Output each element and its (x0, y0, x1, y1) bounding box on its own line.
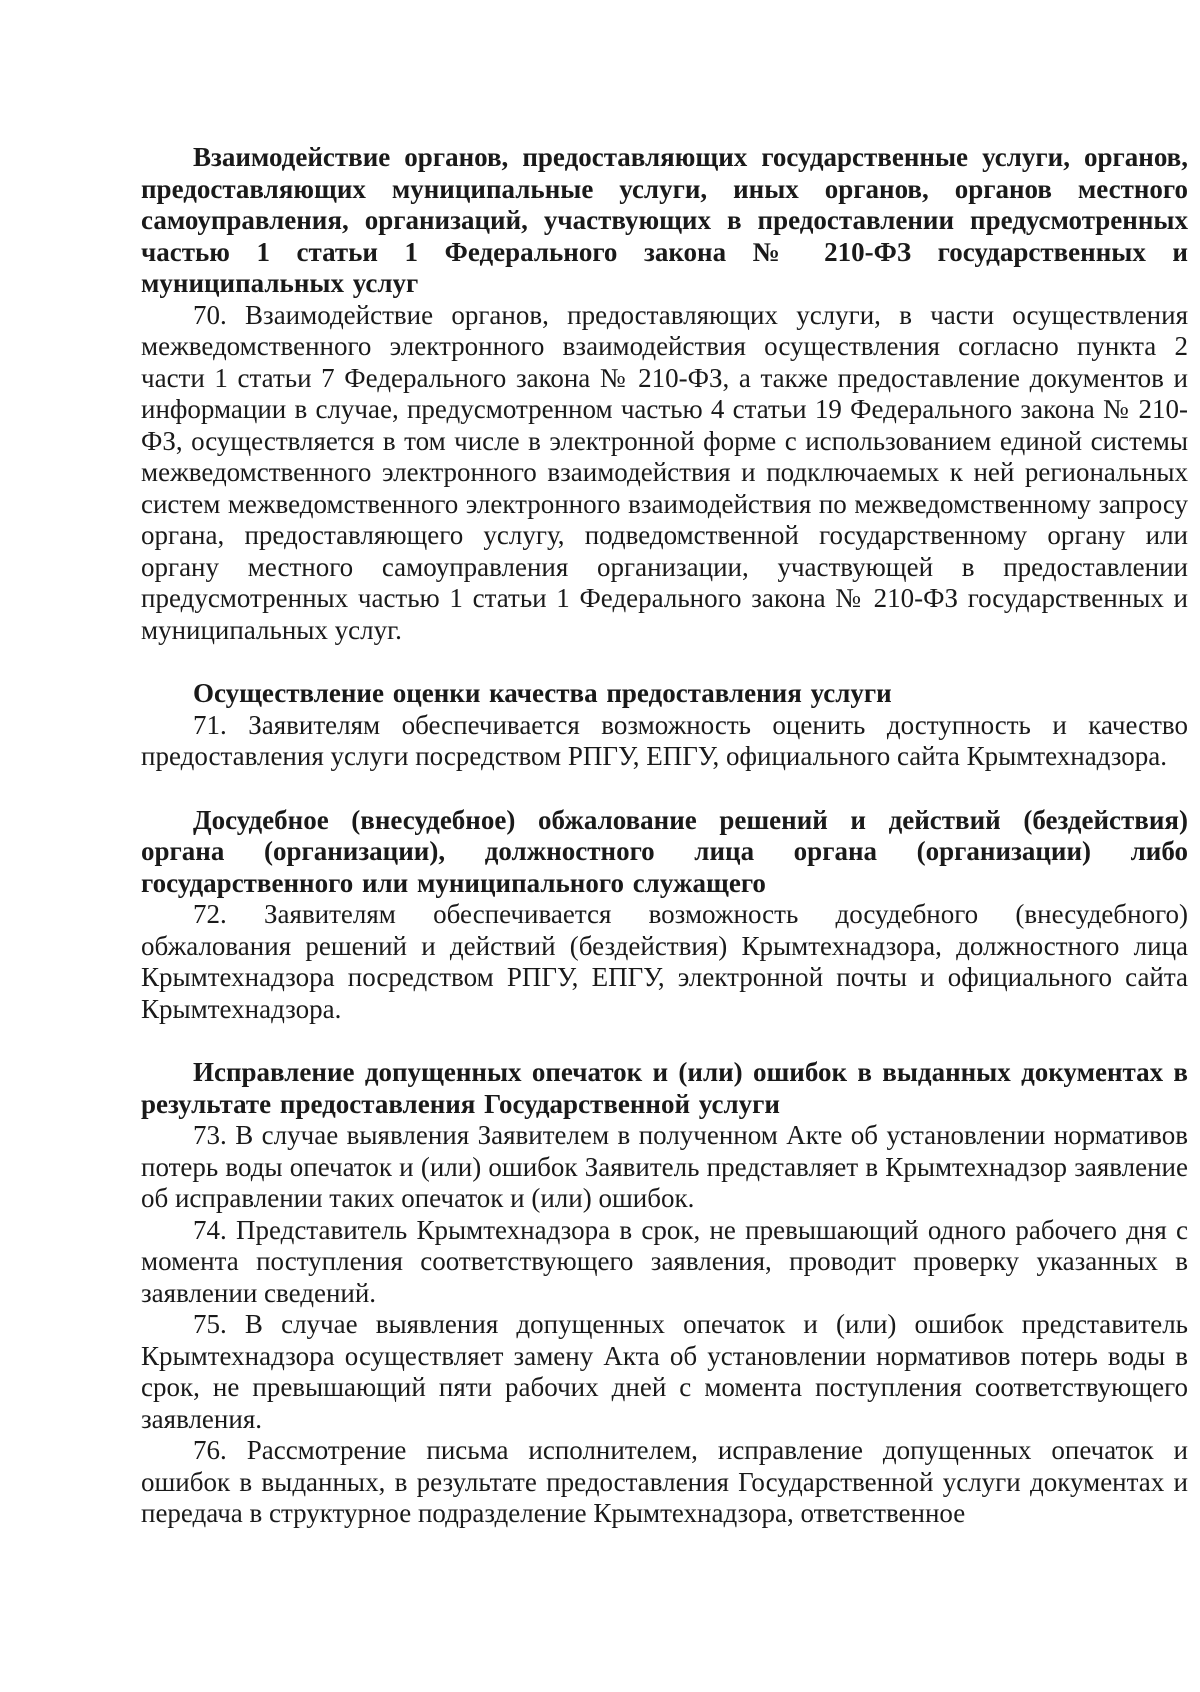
paragraph-73: 73. В случае выявления Заявителем в полученном Акте об установлении нормативов потерь воды опечаток и (или) ошибок Заявитель представляет в Крымтехнадзор заявление об исправлении таких опечаток и (или) ошибок. (141, 1120, 1188, 1213)
section-gap (141, 773, 1188, 805)
section-heading: Осуществление оценки качества предоставления услуги (193, 678, 892, 708)
section-heading: Исправление допущенных опечаток и (или) ошибок в выданных документах в результате предоставления Государственной услуги (141, 1057, 1188, 1119)
paragraph-75: 75. В случае выявления допущенных опечаток и (или) ошибок представитель Крымтехнадзора осуществляет замену Акта об установлении нормативов потерь воды в срок, не превышающий пяти рабочих дней с момента поступления соответствующего заявления. (141, 1309, 1188, 1434)
paragraph-71: 71. Заявителям обеспечивается возможность оценить доступность и качество предоставления услуги посредством РПГУ, ЕПГУ, официального сайта Крымтехнадзора. (141, 709, 1188, 771)
paragraph-72: 72. Заявителям обеспечивается возможность досудебного (внесудебного) обжалования решений и действий (бездействия) Крымтехнадзора, должностного лица Крымтехнадзора посредством РПГУ, ЕПГУ, электронной почты и официального сайта Крымтехнадзора. (141, 899, 1188, 1024)
paragraph-76: 76. Рассмотрение письма исполнителем, исправление допущенных опечаток и ошибок в выданных, в результате предоставления Государственной услуги документах и передача в структурное подразделение Крымтехнадзора, ответственное (141, 1435, 1188, 1528)
section-gap (141, 646, 1188, 678)
section-heading: Взаимодействие органов, предоставляющих государственные услуги, органов, предоставляющих муниципальные услуги, иных органов, органов местного самоуправления, организаций, участвующих в предоставлении предусмотренных частью 1 статьи 1 Федерального закона № 210-ФЗ государственных и муниципальных услуг (141, 142, 1188, 298)
paragraph-74: 74. Представитель Крымтехнадзора в срок, не превышающий одного рабочего дня с момента поступления соответствующего заявления, проводит проверку указанных в заявлении сведений. (141, 1214, 1188, 1308)
document-page (141, 142, 1188, 1530)
paragraph-70: 70. Взаимодействие органов, предоставляющих услуги, в части осуществления межведомственного электронного взаимодействия осуществления согласно пункта 2 части 1 статьи 7 Федерального закона № 210-ФЗ, а также предоставление документов и информации в случае, предусмотренном частью 4 статьи 19 Федерального закона № 210-ФЗ, осуществляется в том числе в электронной форме с использованием единой системы межведомственного электронного взаимодействия и подключаемых к ней региональных систем межведомственного электронного взаимодействия по межведомственному запросу органа, предоставляющего услугу, подведомственной государственному органу или органу местного самоуправления организации, участвующей в предоставлении предусмотренных частью 1 статьи 1 Федерального закона № 210-ФЗ государственных и муниципальных услуг. (141, 299, 1188, 645)
section-heading: Досудебное (внесудебное) обжалование решений и действий (бездействия) органа (организации), должностного лица органа (организации) либо государственного или муниципального служащего (141, 804, 1188, 898)
section-gap (141, 1025, 1188, 1057)
